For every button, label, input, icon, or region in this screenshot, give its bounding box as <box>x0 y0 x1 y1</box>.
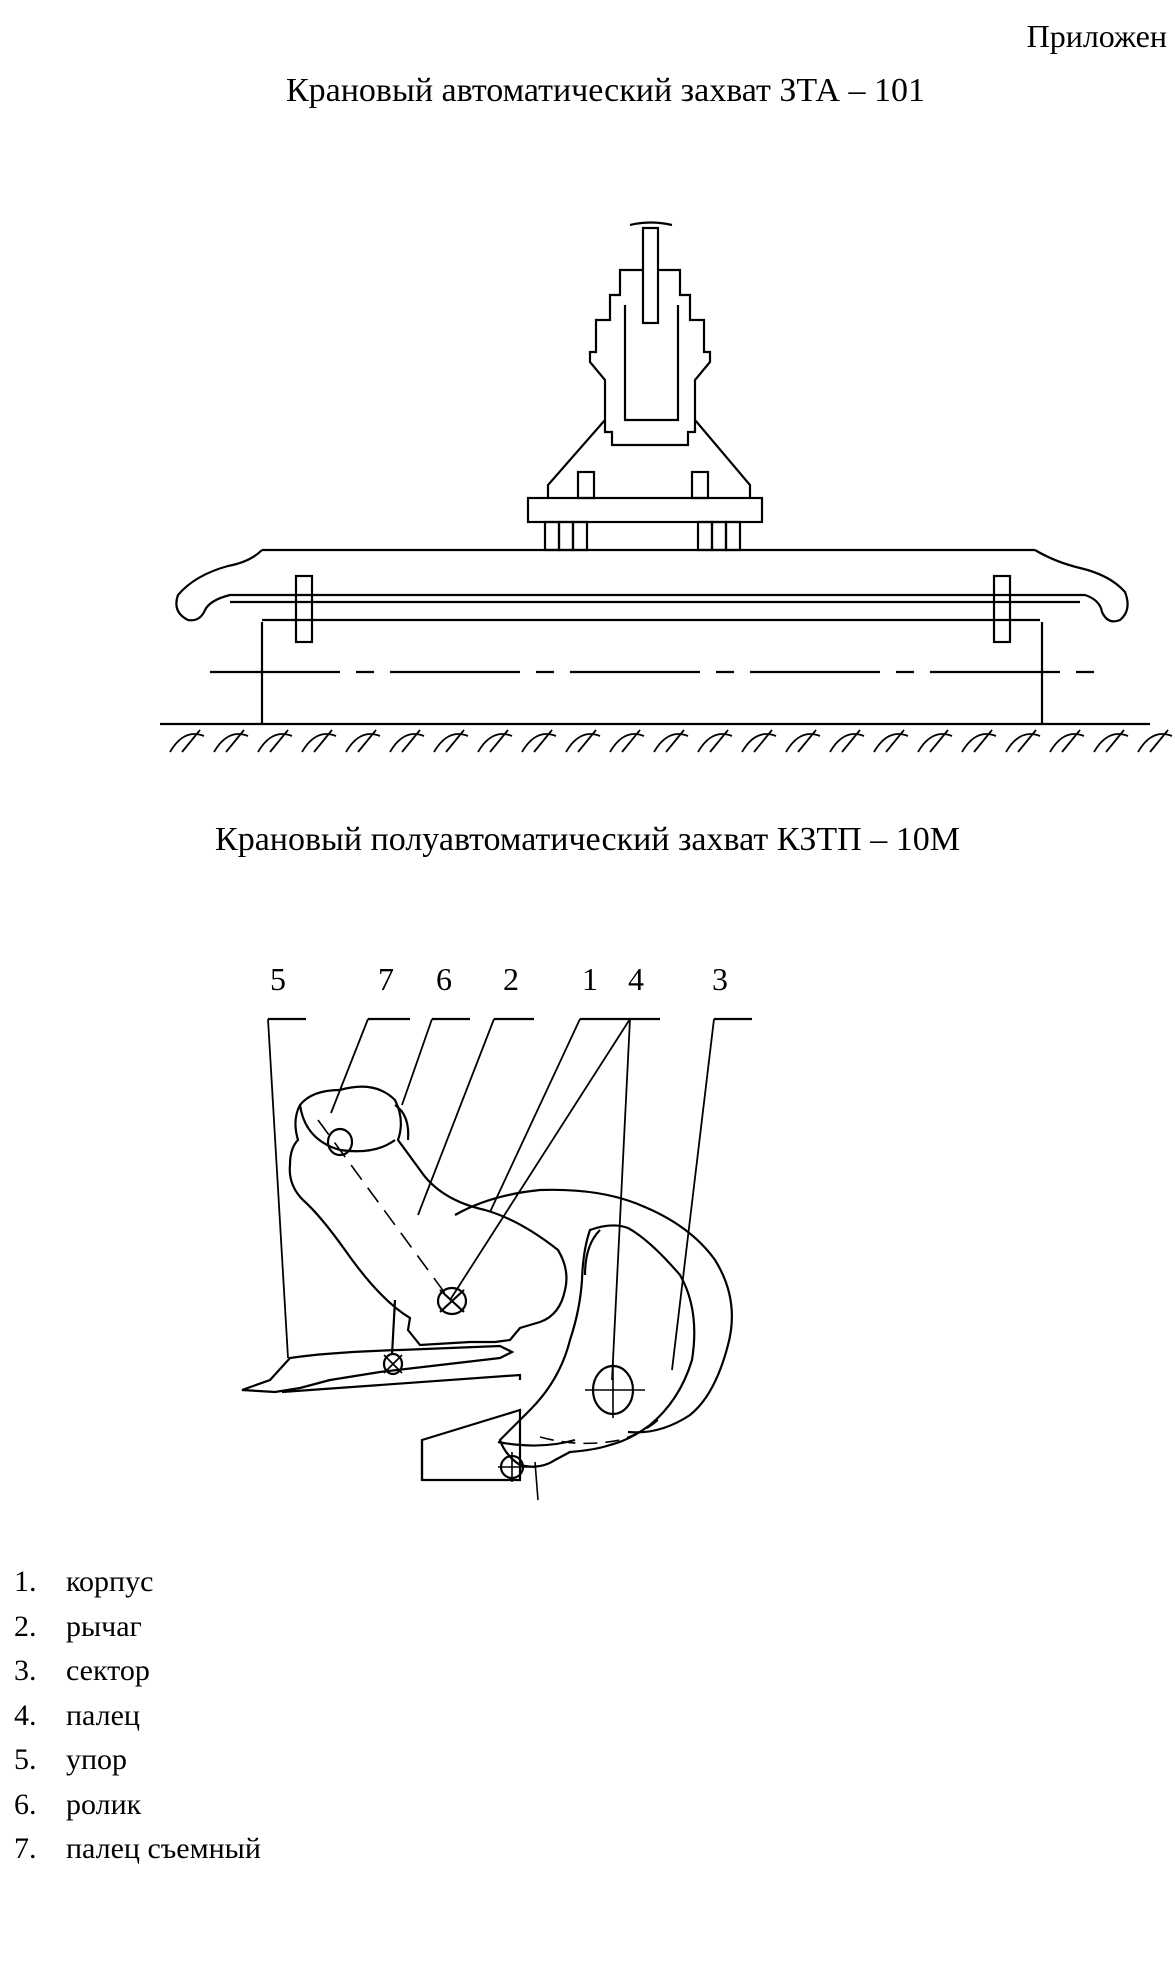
legend-number: 5. <box>14 1743 37 1776</box>
figure2-drawing <box>0 945 1175 1505</box>
base-top-curve <box>498 1440 575 1446</box>
legend-item <box>14 1649 261 1694</box>
beam-body-with-hooks <box>176 550 1127 621</box>
figure2-title: Крановый полуавтоматический захват КЗТП – 10М <box>215 821 960 858</box>
figure1-title: Крановый автоматический захват ЗТА – 101 <box>285 72 926 109</box>
callout-5: 5 <box>270 961 286 997</box>
legend-number: 1. <box>14 1565 37 1598</box>
legend-number: 4. <box>14 1698 37 1732</box>
legend-item <box>14 1783 261 1828</box>
legend-item <box>14 1827 261 1872</box>
legend-text: сектор <box>66 1654 150 1687</box>
stop-link <box>392 1300 395 1355</box>
legend-text: палец съемный <box>66 1832 261 1865</box>
callout-3: 3 <box>712 961 728 997</box>
legend-text: рычаг <box>66 1609 142 1643</box>
rod-collar-right <box>994 576 1010 642</box>
appendix-label: Приложен <box>1026 18 1167 54</box>
base-block <box>422 1410 520 1480</box>
callout-1: 1 <box>582 961 598 997</box>
lever-body <box>290 1087 567 1345</box>
stud-left <box>578 472 594 498</box>
figure1-drawing <box>0 210 1175 770</box>
ground-hatch <box>170 730 1172 752</box>
legend-text: упор <box>66 1743 128 1776</box>
head-left-contour <box>548 270 643 498</box>
legend-text: палец <box>66 1698 140 1732</box>
bolts-left <box>545 522 587 550</box>
sector-body <box>500 1225 694 1466</box>
legend-item <box>14 1694 261 1739</box>
lever-head-arc <box>300 1105 395 1151</box>
legend-item <box>14 1560 261 1605</box>
base-pin <box>498 1452 538 1500</box>
legend-number: 3. <box>14 1654 37 1687</box>
legend-item <box>14 1738 261 1783</box>
head-right-contour <box>658 270 750 498</box>
callout-6: 6 <box>436 961 452 997</box>
legend-list <box>14 1560 261 1872</box>
callout-7: 7 <box>378 961 394 997</box>
inner-u-body <box>605 420 695 445</box>
pivot-pin <box>438 1288 466 1314</box>
legend-number: 7. <box>14 1832 37 1865</box>
rod-collar-left <box>296 576 312 642</box>
legend-text: корпус <box>66 1565 154 1598</box>
legend-number: 6. <box>14 1787 37 1821</box>
sector-pin <box>585 1362 645 1418</box>
hook-tip <box>630 223 672 226</box>
legend-text: ролик <box>66 1787 142 1821</box>
legend-number: 2. <box>14 1609 37 1643</box>
callout-2: 2 <box>503 961 519 997</box>
legend-item <box>14 1605 261 1650</box>
stud-right <box>692 472 708 498</box>
flange-plate <box>528 498 762 522</box>
suspension-shaft <box>643 228 658 323</box>
bolts-right <box>698 522 740 550</box>
callout-4: 4 <box>628 961 644 997</box>
